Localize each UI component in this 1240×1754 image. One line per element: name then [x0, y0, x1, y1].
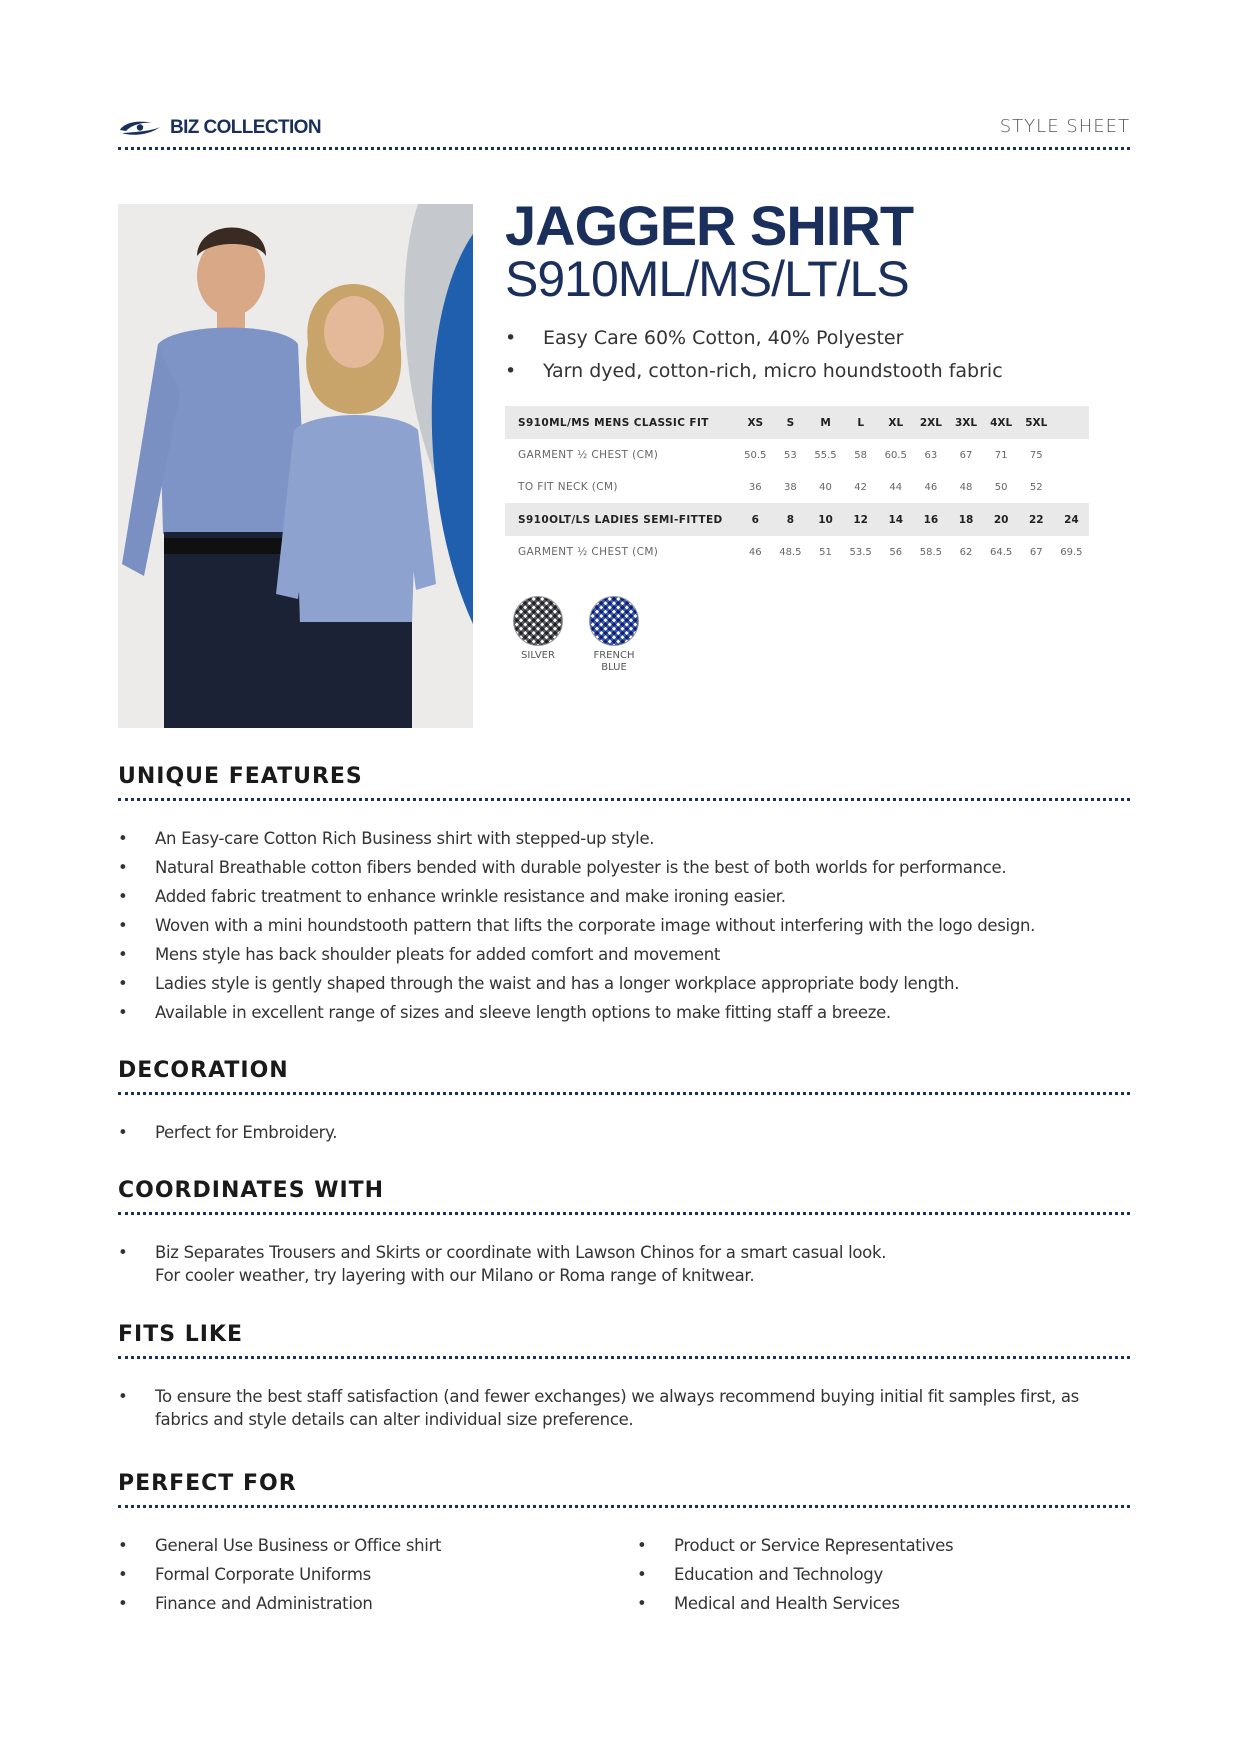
table-cell: 46: [924, 481, 938, 493]
list-item: • Education and Technology: [637, 1560, 1130, 1589]
row-label: TO FIT NECK (CM): [518, 481, 618, 493]
highlight-item: • Yarn dyed, cotton-rich, micro houndstooth fabric: [505, 355, 1003, 388]
size-cell: 3XL: [948, 406, 983, 439]
list-item: • Biz Separates Trousers and Skirts or coordinate with Lawson Chinos for a smart casual look. For cooler weather, try layering with our Milano or Roma range of knitwear.: [118, 1241, 1130, 1287]
swatch-french-blue[interactable]: [588, 596, 640, 674]
size-cell: 6: [738, 503, 773, 536]
fits-like-heading: FITS LIKE: [118, 1322, 244, 1347]
section-divider: [118, 1505, 1130, 1508]
list-item: • Natural Breathable cotton fibers bended with durable polyester is the best of both worlds for performance.: [118, 853, 1130, 882]
brand-name: BIZ COLLECTION: [170, 117, 321, 138]
document-type: STYLE SHEET: [999, 116, 1130, 137]
swoosh-icon: [118, 119, 162, 137]
list-item: • General Use Business or Office shirt: [118, 1531, 618, 1560]
list-item: • To ensure the best staff satisfaction (and fewer exchanges) we always recommend buying initial fit samples first, as fabrics and style details can alter individual size preference.: [118, 1385, 1130, 1431]
size-cell: L: [843, 406, 878, 439]
table-cell: 53: [784, 449, 797, 461]
table-cell: 67: [959, 449, 973, 461]
table-cell: 50: [994, 481, 1008, 493]
table-cell: 58: [854, 449, 868, 461]
decoration-heading: DECORATION: [118, 1058, 289, 1083]
table-cell: 42: [854, 481, 868, 493]
table-cell: 38: [784, 481, 797, 493]
table-cell: 56: [889, 546, 903, 558]
row-label: GARMENT ½ CHEST (CM): [518, 449, 659, 461]
list-item: • Added fabric treatment to enhance wrinkle resistance and make ironing easier.: [118, 882, 1130, 911]
list-item: • Ladies style is gently shaped through the waist and has a longer workplace appropriate body length.: [118, 969, 1130, 998]
list-item: • Formal Corporate Uniforms: [118, 1560, 618, 1589]
table-cell: 46: [748, 546, 762, 558]
size-cell: 18: [948, 503, 983, 536]
table-cell: 36: [748, 481, 762, 493]
highlight-item: • Easy Care 60% Cotton, 40% Polyester: [505, 322, 1003, 355]
table-cell: 64.5: [990, 546, 1013, 558]
coordinates-list: [118, 1241, 1130, 1287]
table-header-label: S910ML/MS MENS CLASSIC FIT: [505, 406, 738, 439]
table-cell: 40: [819, 481, 832, 493]
list-item: • Finance and Administration: [118, 1589, 618, 1618]
list-item: • Medical and Health Services: [637, 1589, 1130, 1618]
size-cell: 4XL: [984, 406, 1019, 439]
table-cell: 44: [889, 481, 903, 493]
size-cell: M: [808, 406, 843, 439]
perfect-for-list-right: [637, 1531, 1130, 1618]
table-row: [505, 471, 1089, 503]
houndstooth-swatch-icon: [589, 596, 639, 646]
swatch-label: FRENCH BLUE: [593, 650, 635, 673]
table-cell: 75: [1029, 449, 1043, 461]
table-cell: 48.5: [779, 546, 802, 558]
table-cell: 53.5: [849, 546, 872, 558]
product-code: S910ML/MS/LT/LS: [505, 251, 909, 307]
size-table-header-ladies: [505, 503, 1089, 536]
table-cell: 67: [1029, 546, 1043, 558]
header-divider: [118, 147, 1130, 150]
table-cell: 63: [924, 449, 938, 461]
list-item: • Mens style has back shoulder pleats for added comfort and movement: [118, 940, 1130, 969]
unique-features-list: [118, 824, 1130, 1027]
table-header-label: S910OLT/LS LADIES SEMI-FITTED: [505, 503, 738, 536]
size-cell: 20: [984, 503, 1019, 536]
size-cell: XL: [878, 406, 913, 439]
section-divider: [118, 1356, 1130, 1359]
size-cell: 12: [843, 503, 878, 536]
decoration-list: [118, 1118, 1130, 1147]
size-cell: 5XL: [1019, 406, 1054, 439]
table-cell: 50.5: [744, 449, 767, 461]
section-divider: [118, 1212, 1130, 1215]
list-item: • Product or Service Representatives: [637, 1531, 1130, 1560]
size-cell: 22: [1019, 503, 1054, 536]
table-cell: [1054, 439, 1089, 471]
size-cell: XS: [738, 406, 773, 439]
houndstooth-swatch-icon: [513, 596, 563, 646]
perfect-for-heading: PERFECT FOR: [118, 1471, 297, 1496]
size-cell: S: [773, 406, 808, 439]
size-table-header-mens: [505, 406, 1089, 439]
table-row: [505, 536, 1089, 568]
perfect-for-list-left: [118, 1531, 618, 1618]
table-cell: 62: [959, 546, 973, 558]
size-cell: 10: [808, 503, 843, 536]
list-item: • Available in excellent range of sizes and sleeve length options to make fitting staff a breeze.: [118, 998, 1130, 1027]
table-cell: 55.5: [814, 449, 837, 461]
color-swatches: [512, 596, 640, 674]
product-highlights: [505, 322, 1003, 388]
product-name: JAGGER SHIRT: [505, 194, 914, 257]
section-divider: [118, 1092, 1130, 1095]
size-cell: 24: [1054, 503, 1089, 536]
unique-features-heading: UNIQUE FEATURES: [118, 764, 363, 789]
size-cell: 8: [773, 503, 808, 536]
table-row: [505, 439, 1089, 471]
table-cell: 60.5: [884, 449, 907, 461]
table-cell: 48: [959, 481, 973, 493]
coordinates-heading: COORDINATES WITH: [118, 1178, 385, 1203]
size-cell: [1054, 406, 1089, 439]
table-cell: 52: [1029, 481, 1043, 493]
size-cell: 14: [878, 503, 913, 536]
table-cell: 51: [819, 546, 832, 558]
list-item: • Perfect for Embroidery.: [118, 1118, 1130, 1147]
swatch-label: SILVER: [521, 650, 555, 661]
table-cell: 58.5: [919, 546, 943, 558]
size-table: [505, 406, 1089, 568]
brand-logo: [118, 114, 321, 142]
list-item: • An Easy-care Cotton Rich Business shirt with stepped-up style.: [118, 824, 1130, 853]
fits-like-list: [118, 1385, 1130, 1431]
table-cell: 71: [994, 449, 1008, 461]
section-divider: [118, 798, 1130, 801]
table-cell: [1054, 471, 1089, 503]
size-cell: 2XL: [913, 406, 948, 439]
size-cell: 16: [913, 503, 948, 536]
list-item: • Woven with a mini houndstooth pattern that lifts the corporate image without interfering with the logo design.: [118, 911, 1130, 940]
row-label: GARMENT ½ CHEST (CM): [518, 546, 659, 558]
swatch-silver[interactable]: [512, 596, 564, 674]
product-photo: [118, 204, 473, 728]
table-cell: 69.5: [1060, 546, 1083, 558]
